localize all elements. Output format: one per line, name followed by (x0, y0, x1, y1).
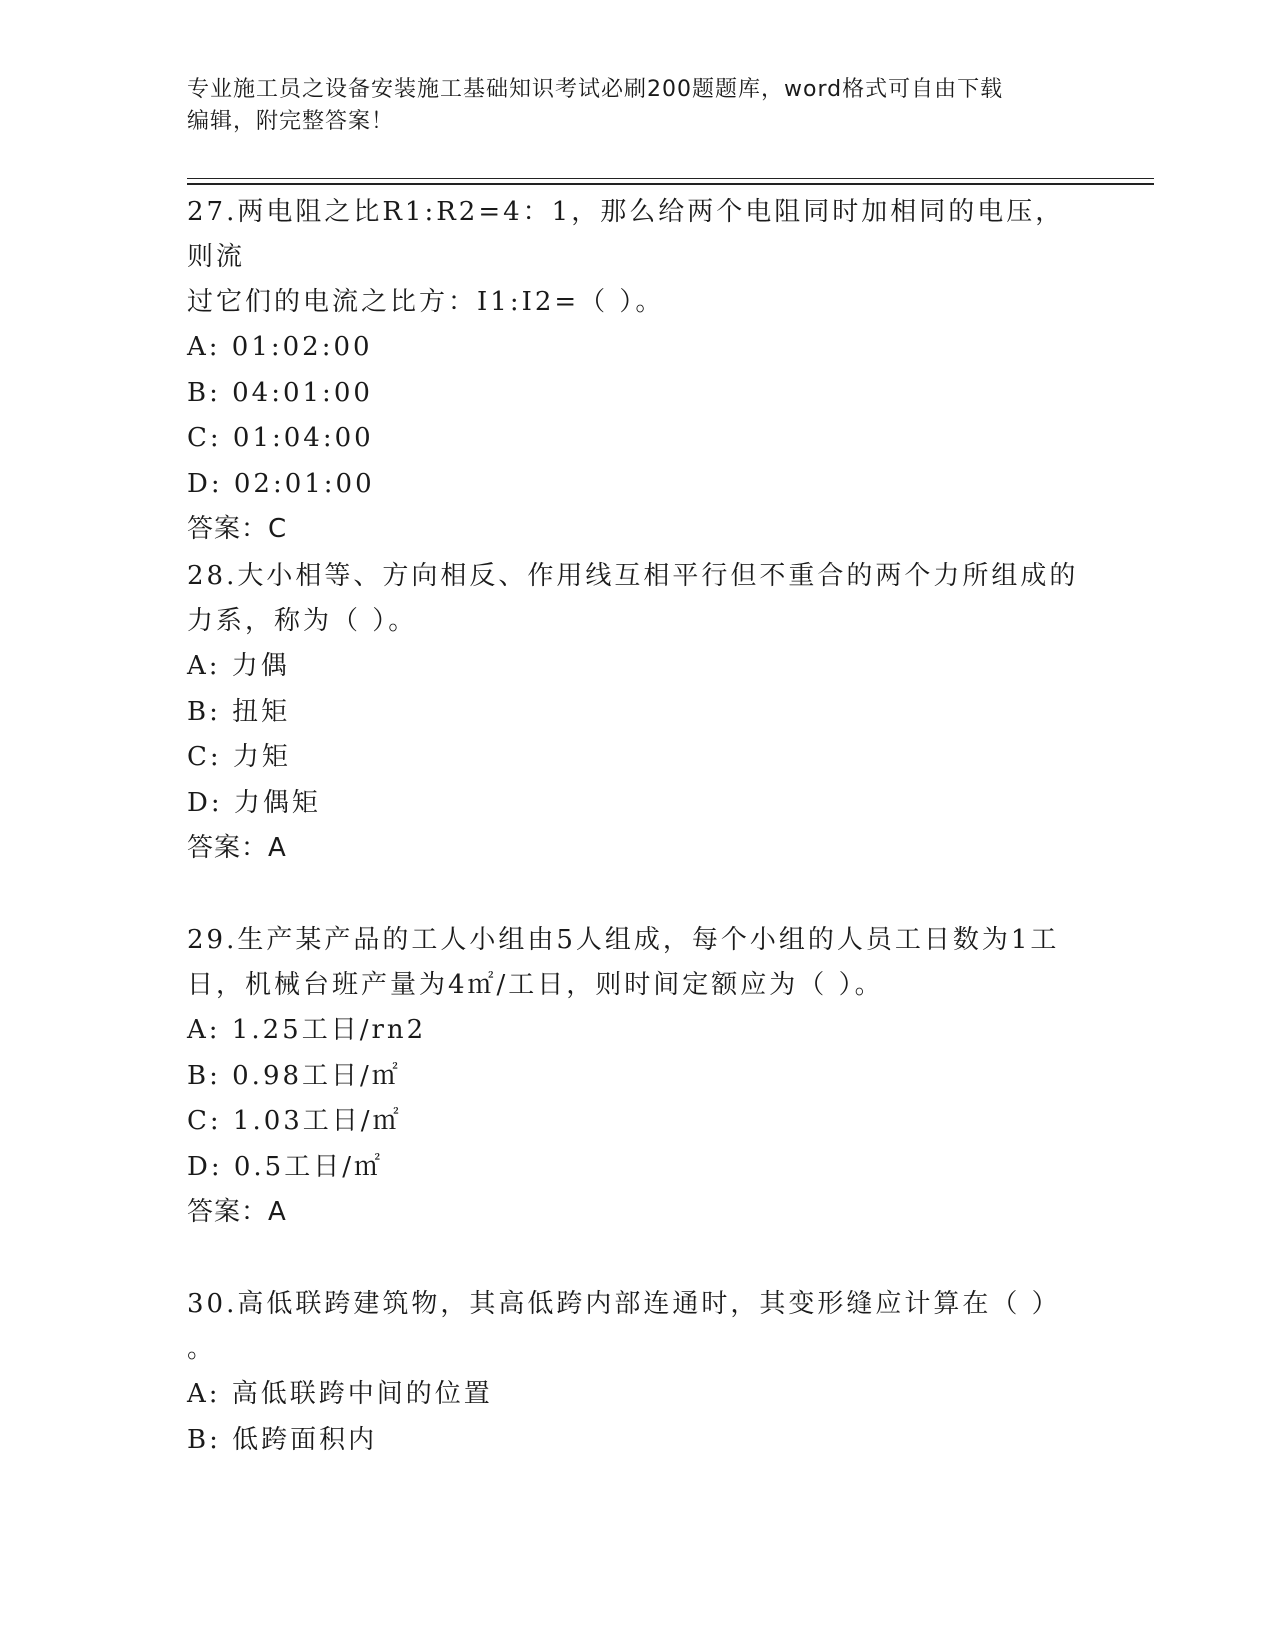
option-c: C: 01:04:00 (187, 423, 374, 453)
option-b: B: 低跨面积内 (187, 1424, 378, 1455)
answer-line: 答案：A (187, 1197, 287, 1227)
option-d: D: 02:01:00 (187, 468, 375, 499)
question-28 (187, 554, 1087, 871)
option-b: B: 04:01:00 (187, 377, 373, 408)
option-a: A: 力偶 (187, 651, 290, 681)
option-c: C: 1.03工日/㎡ (187, 1106, 402, 1136)
document-header (187, 74, 1087, 138)
option-b: B: 0.98工日/㎡ (187, 1060, 401, 1091)
option-a: A: 01:02:00 (187, 332, 373, 362)
question-stem-line: 。 (187, 1334, 217, 1364)
option-d: D: 0.5工日/㎡ (187, 1151, 383, 1182)
question-stem-line: 27.两电阻之比R1:R2=4：1，那么给两个电阻同时加相同的电压，则流 (187, 197, 1065, 272)
question-stem-line: 29.生产某产品的工人小组由5人组成，每个小组的人员工日数为1工 (187, 925, 1060, 955)
header-divider-thin (187, 178, 1154, 179)
option-c: C: 力矩 (187, 742, 291, 772)
header-line-1: 专业施工员之设备安装施工基础知识考试必刷200题题库，word格式可自由下载 (187, 77, 1004, 102)
option-a: A: 高低联跨中间的位置 (187, 1379, 493, 1409)
question-stem-line: 力系，称为（ ）。 (187, 606, 418, 636)
option-b: B: 扭矩 (187, 696, 291, 727)
question-30 (187, 1282, 1087, 1463)
answer-line: 答案：A (187, 833, 287, 863)
header-divider-thick (187, 183, 1154, 185)
question-stem-line: 日，机械台班产量为4㎡/工日，则时间定额应为（ ）。 (187, 970, 884, 1000)
question-29 (187, 918, 1087, 1235)
question-27 (187, 190, 1087, 552)
question-stem-line: 30.高低联跨建筑物，其高低跨内部连通时，其变形缝应计算在（ ） (187, 1289, 1061, 1319)
question-stem-line: 28.大小相等、方向相反、作用线互相平行但不重合的两个力所组成的 (187, 561, 1079, 591)
option-d: D: 力偶矩 (187, 787, 321, 818)
answer-line: 答案：C (187, 514, 288, 544)
question-stem-line: 过它们的电流之比方：I1:I2=（ ）。 (187, 287, 665, 317)
header-line-2: 编辑，附完整答案！ (187, 109, 395, 134)
option-a: A: 1.25工日/rn2 (187, 1015, 427, 1045)
